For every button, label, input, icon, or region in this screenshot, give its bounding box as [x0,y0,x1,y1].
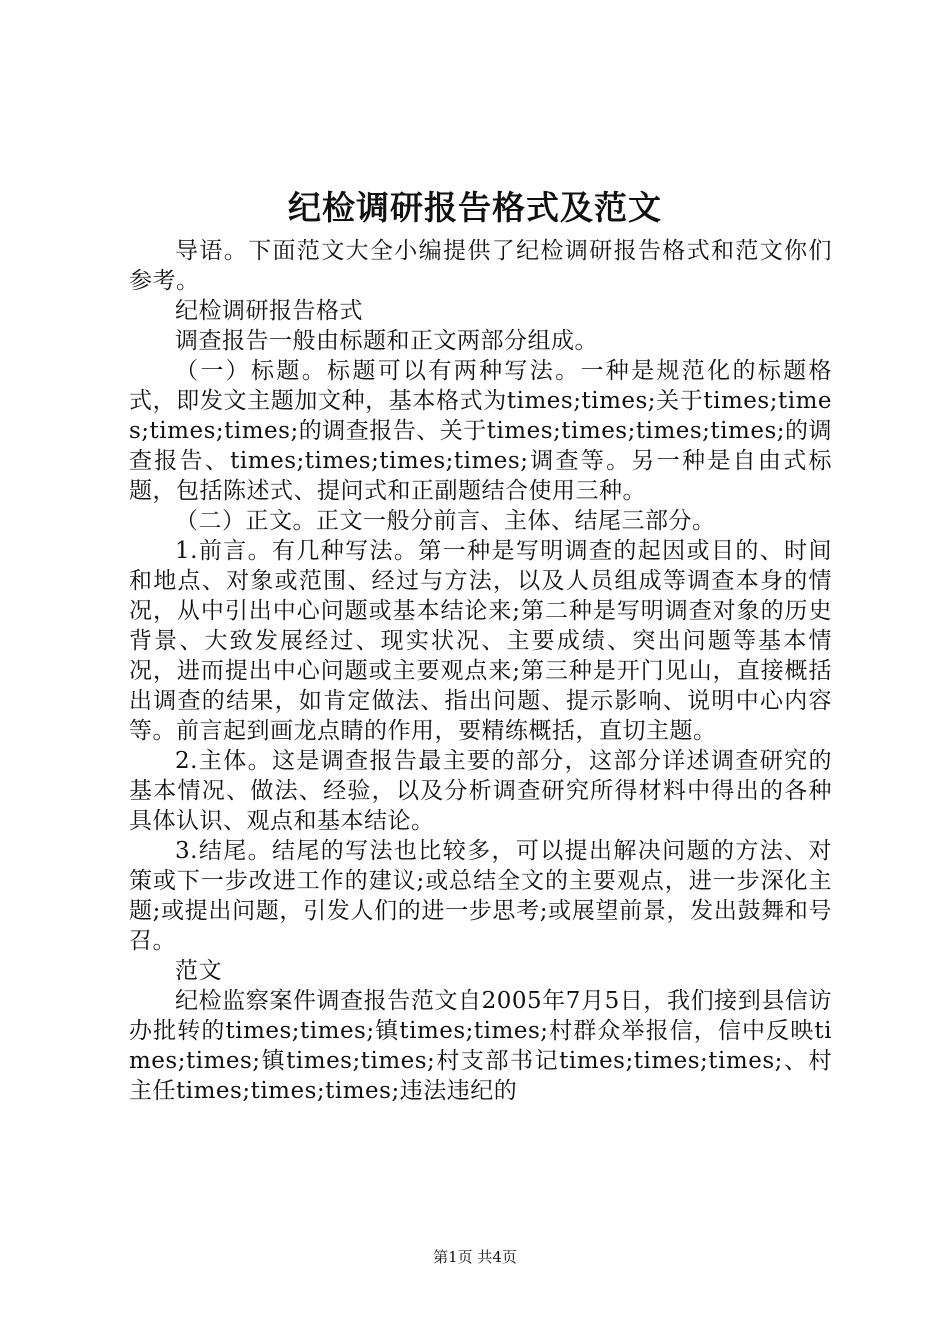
paragraph-ending: 3.结尾。结尾的写法也比较多，可以提出解决问题的方法、对策或下一步改进工作的建议;或总结全文的主要观点，进一步深化主题;或提出问题，引发人们的进一步思考;或展望前景，发出鼓舞和号召。 [129,838,832,954]
document-body [129,236,832,1106]
paragraph-preface: 1.前言。有几种写法。第一种是写明调查的起因或目的、时间和地点、对象或范围、经过与方法，以及人员组成等调查本身的情况，从中引出中心问题或基本结论来;第二种是写明调查对象的历史背景、大致发展经过、现实状况、主要成绩、突出问题等基本情况，进而提出中心问题或主要观点来;第三种是开门见山，直接概括出调查的结果，如肯定做法、指出问题、提示影响、说明中心内容等。前言起到画龙点睛的作用，要精练概括，直切主题。 [129,538,832,744]
paragraph-body-section: （二）正文。正文一般分前言、主体、结尾三部分。 [175,508,716,534]
paragraph-section-heading: 纪检调研报告格式 [175,298,363,324]
paragraph-intro: 导语。下面范文大全小编提供了纪检调研报告格式和范文你们参考。 [129,238,832,294]
page-title: 纪检调研报告格式及范文 [288,188,662,227]
paragraph-title-section: （一）标题。标题可以有两种写法。一种是规范化的标题格式，即发文主题加文种，基本格式为times;times;关于times;times;times;times;的调查报告、关于times;times;times;times;的调查报告、times;times;times;times;调查等。另一种是自由式标题，包括陈述式、提问式和正副题结合使用三种。 [129,358,832,504]
paragraph-sample-heading: 范文 [175,958,222,984]
paragraph: 调查报告一般由标题和正文两部分组成。 [175,328,598,354]
paragraph-sample: 纪检监察案件调查报告范文自2005年7月5日，我们接到县信访办批转的times;times;镇times;times;村群众举报信，信中反映times;times;镇times;times;村支部书记times;times;times;、村主任times;times;times;违法违纪的 [129,988,832,1104]
paragraph-main: 2.主体。这是调查报告最主要的部分，这部分详述调查研究的基本情况、做法、经验，以及分析调查研究所得材料中得出的各种具体认识、观点和基本结论。 [129,748,832,834]
page-footer: 第1页 共4页 [433,1248,517,1266]
